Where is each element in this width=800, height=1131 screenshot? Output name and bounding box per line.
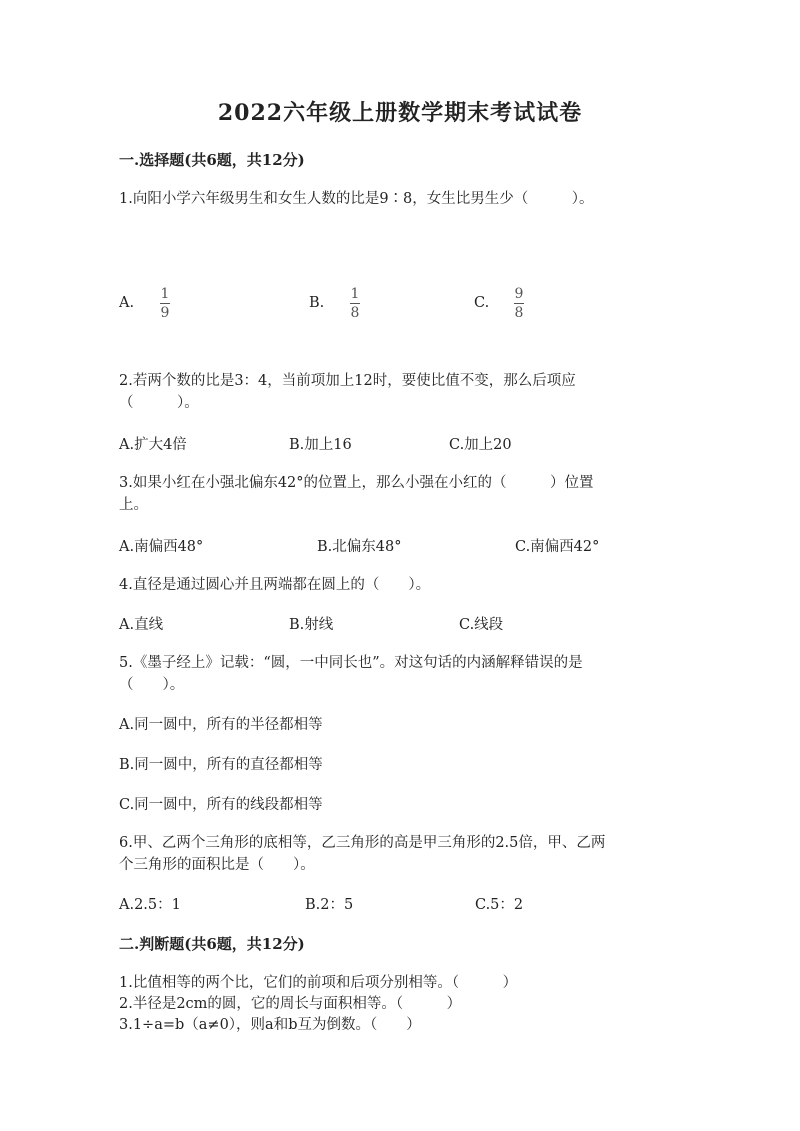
fraction-bar: [514, 303, 524, 304]
section-heading-choice: 一.选择题(共6题，共12分): [119, 151, 305, 169]
q2-option-c: C.加上20: [449, 437, 512, 453]
q2-option-b: B.加上16: [289, 437, 352, 453]
judgment-item-2: 2.半径是2cm的圆，它的周长与面积相等。（ ）: [119, 996, 462, 1012]
question-2-line-1: 2.若两个数的比是3：4，当前项加上12时，要使比值不变，那么后项应: [119, 373, 576, 389]
q1-option-a-fraction: [160, 286, 170, 321]
q1-a-numerator: 1: [160, 286, 170, 302]
q1-b-denominator: 8: [350, 305, 360, 321]
question-3-line-1: 3.如果小红在小强北偏东42°的位置上，那么小强在小红的（ ）位置: [119, 475, 594, 491]
question-4-text: 4.直径是通过圆心并且两端都在圆上的（ ）。: [119, 577, 431, 593]
q1-option-b-fraction: [350, 286, 360, 321]
fraction-bar: [160, 303, 170, 304]
q3-option-a: A.南偏西48°: [119, 539, 204, 555]
question-2-line-2: （ ）。: [119, 395, 199, 411]
judgment-item-1: 1.比值相等的两个比，它们的前项和后项分别相等。（ ）: [119, 975, 518, 991]
question-6-line-1: 6.甲、乙两个三角形的底相等，乙三角形的高是甲三角形的2.5倍，甲、乙两: [119, 835, 606, 851]
section-heading-judgment: 二.判断题(共6题，共12分): [119, 935, 305, 953]
q3-option-b: B.北偏东48°: [317, 539, 402, 555]
q5-option-a: A.同一圆中，所有的半径都相等: [119, 717, 323, 733]
q6-option-c: C.5：2: [475, 897, 524, 913]
q3-option-c: C.南偏西42°: [515, 539, 600, 555]
question-5-line-1: 5.《墨子经上》记载：“圆，一中同长也”。对这句话的内涵解释错误的是: [119, 655, 583, 671]
page-title: 2022六年级上册数学期末考试试卷: [217, 100, 583, 126]
q1-b-numerator: 1: [350, 286, 360, 302]
q1-option-b-label: B.: [309, 295, 325, 311]
q4-option-c: C.线段: [459, 617, 504, 633]
fraction-bar: [350, 303, 360, 304]
question-1-text: 1.向阳小学六年级男生和女生人数的比是9∶8，女生比男生少（ ）。: [119, 191, 594, 207]
question-3-line-2: 上。: [119, 497, 148, 513]
q6-option-a: A.2.5：1: [119, 897, 181, 913]
q1-option-c-label: C.: [474, 295, 490, 311]
q5-option-b: B.同一圆中，所有的直径都相等: [119, 757, 323, 773]
q1-c-denominator: 8: [514, 305, 524, 321]
question-6-line-2: 个三角形的面积比是（ ）。: [119, 857, 315, 873]
q4-option-a: A.直线: [119, 617, 164, 633]
q1-a-denominator: 9: [160, 305, 170, 321]
question-5-line-2: （ ）。: [119, 677, 185, 693]
q4-option-b: B.射线: [289, 617, 334, 633]
q2-option-a: A.扩大4倍: [119, 437, 187, 453]
q1-c-numerator: 9: [514, 286, 524, 302]
judgment-item-3: 3.1÷a=b（a≠0），则a和b互为倒数。（ ）: [119, 1017, 421, 1033]
q1-option-a-label: A.: [119, 295, 135, 311]
q1-option-c-fraction: [514, 286, 524, 321]
q5-option-c: C.同一圆中，所有的线段都相等: [119, 797, 323, 813]
q6-option-b: B.2：5: [305, 897, 354, 913]
